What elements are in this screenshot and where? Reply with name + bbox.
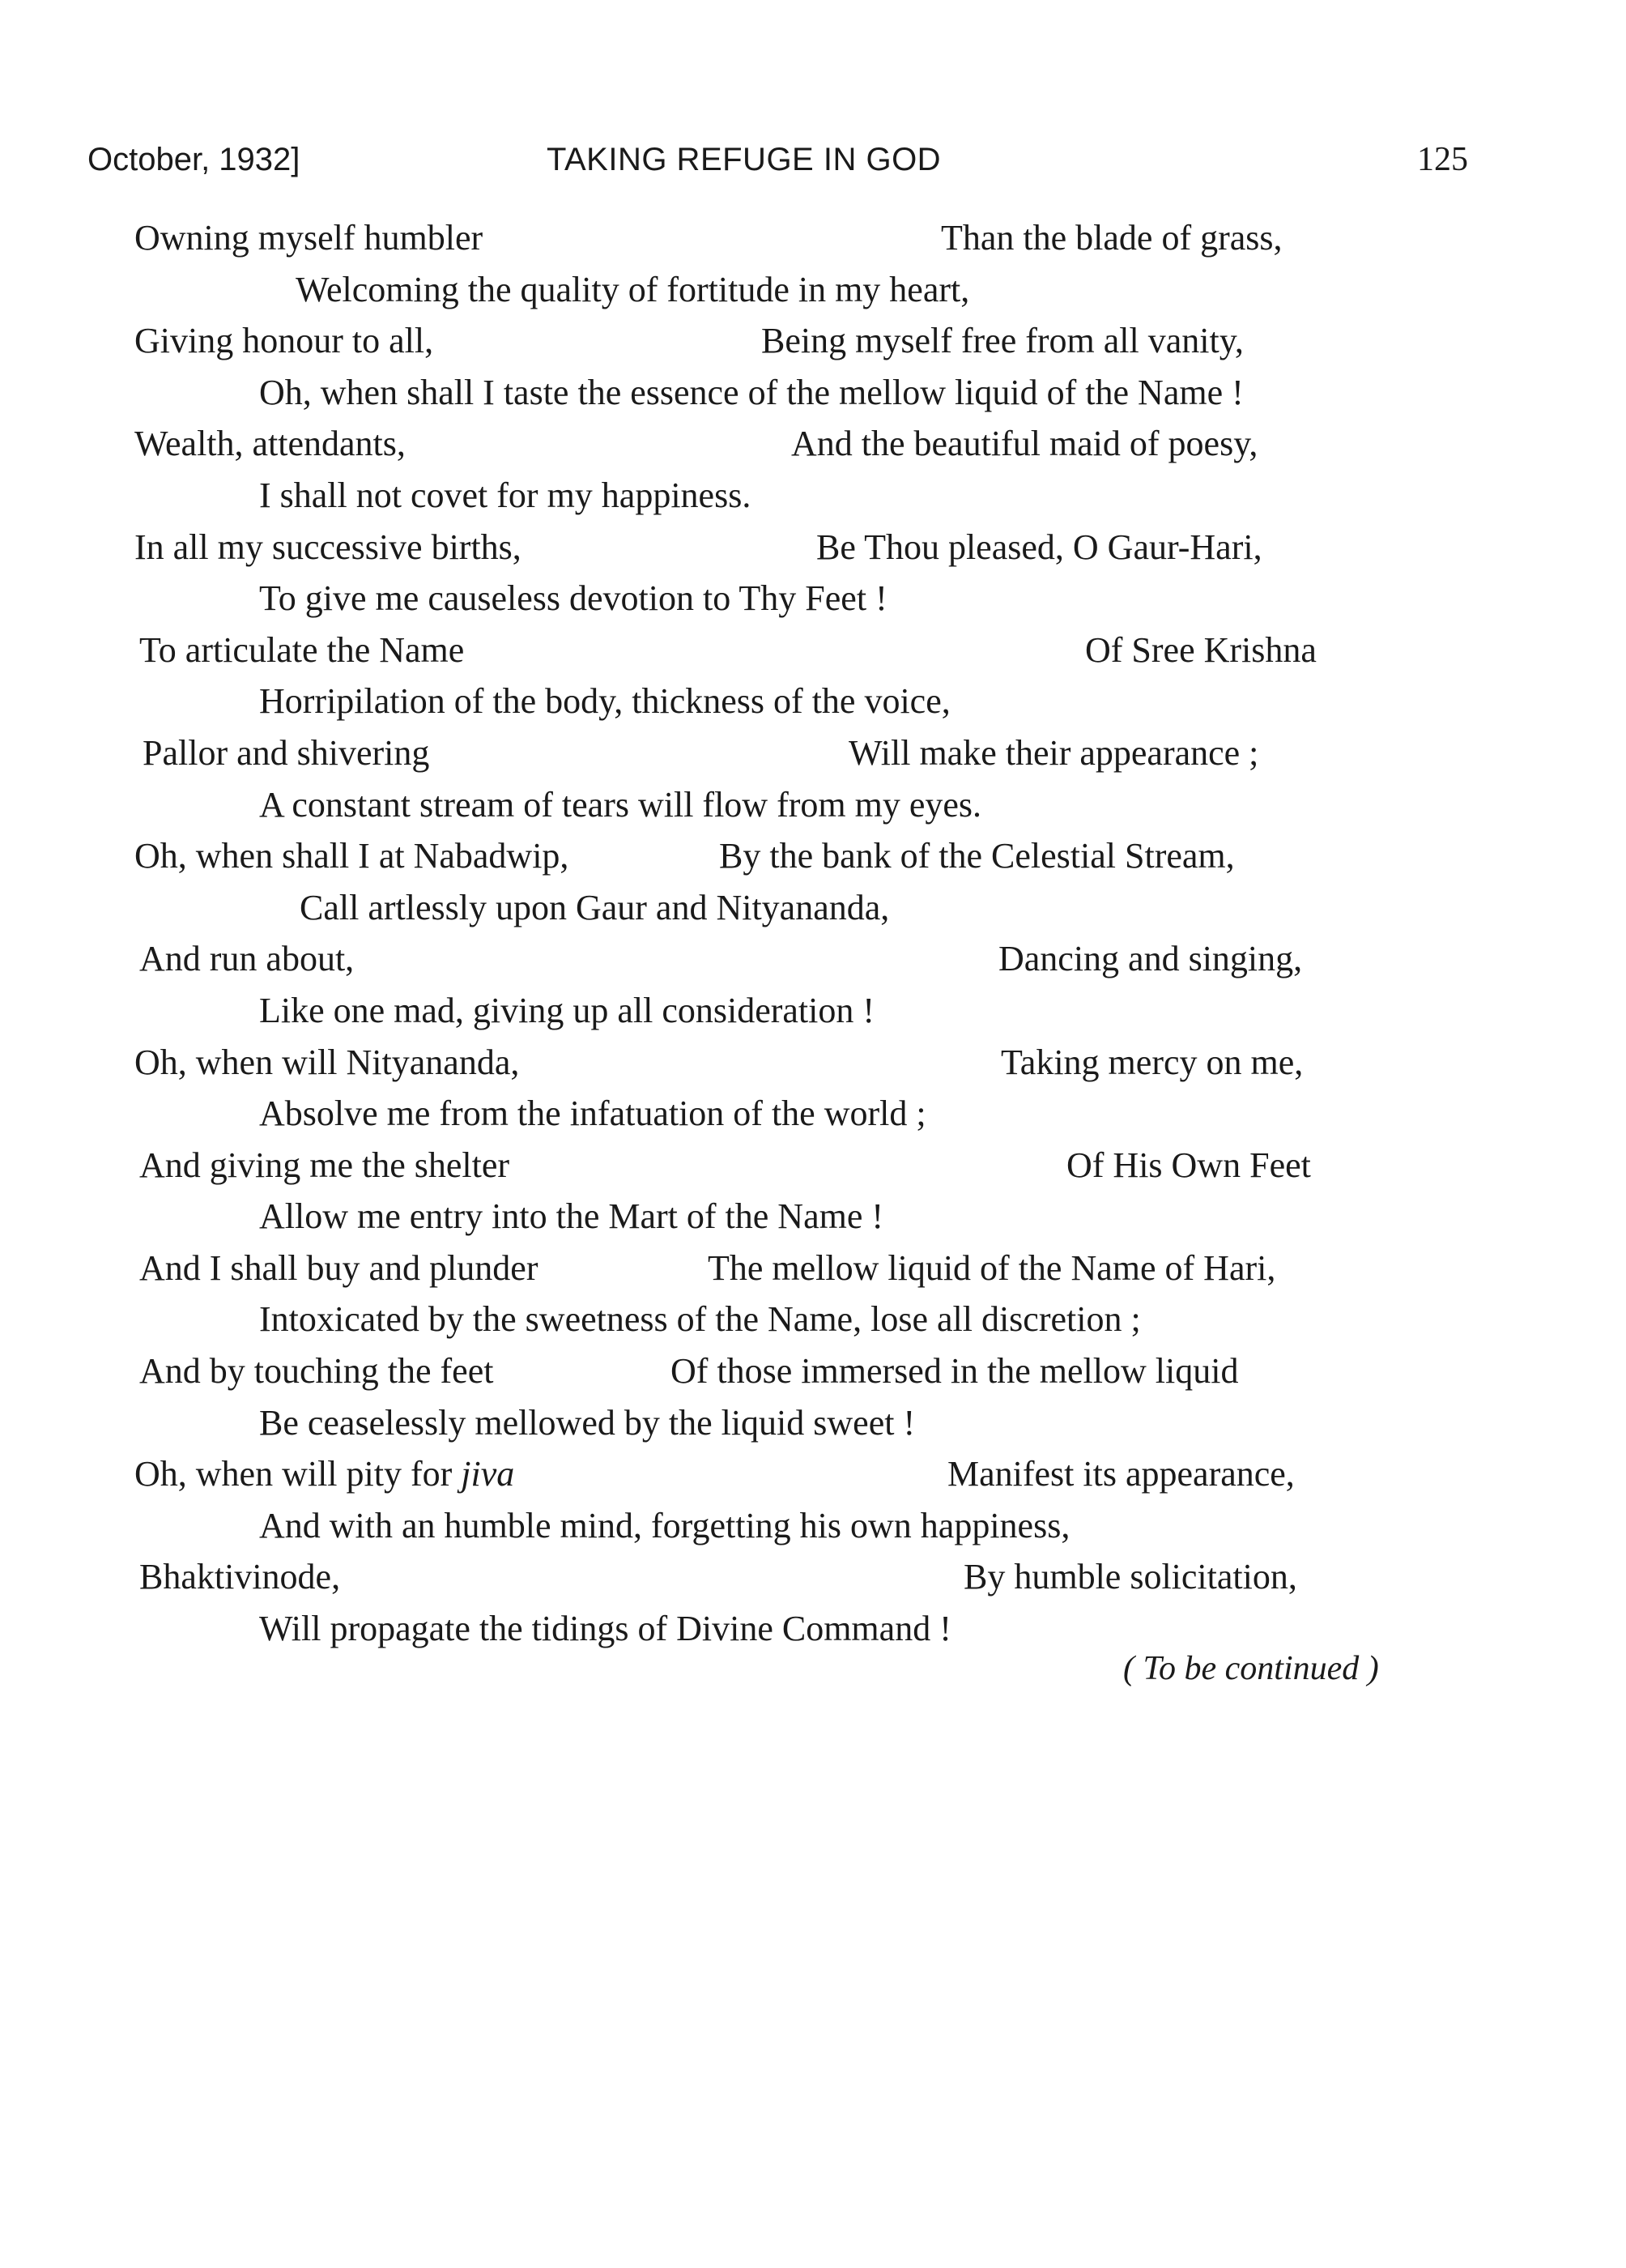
poem-line <box>0 1345 1626 1397</box>
line-indented: To give me causeless devotion to Thy Feet ! <box>259 578 887 619</box>
line-indented: And with an humble mind, forgetting his own happiness, <box>259 1505 1071 1545</box>
line-indented: Be ceaselessly mellowed by the liquid sweet ! <box>259 1402 916 1443</box>
poem-line <box>0 522 1626 573</box>
poem-line <box>0 1037 1626 1089</box>
line-second-half: Dancing and singing, <box>998 939 1303 979</box>
poem-body <box>0 212 1626 1655</box>
line-indented: Like one mad, giving up all consideration ! <box>259 990 875 1030</box>
line-first-half: And run about, <box>139 939 355 979</box>
poem-line <box>0 1294 1626 1345</box>
line-second-half: Of those immersed in the mellow liquid <box>670 1351 1239 1392</box>
line-first-half: And I shall buy and plunder <box>139 1247 538 1288</box>
line-indented: Oh, when shall I taste the essence of the mellow liquid of the Name ! <box>259 372 1244 412</box>
poem-line <box>0 779 1626 831</box>
line-second-half: Taking mercy on me, <box>1001 1042 1304 1082</box>
poem-line <box>0 727 1626 779</box>
italic-word: jiva <box>461 1454 515 1494</box>
poem-line <box>0 1397 1626 1449</box>
line-first-half: Owning myself humbler <box>134 218 483 258</box>
poem-line <box>0 1551 1626 1603</box>
poem-line <box>0 418 1626 470</box>
line-second-half: By the bank of the Celestial Stream, <box>719 836 1235 876</box>
poem-line <box>0 573 1626 625</box>
line-second-half: Be Thou pleased, O Gaur-Hari, <box>816 526 1262 567</box>
line-second-half: Than the blade of grass, <box>941 218 1283 258</box>
line-indented: Will propagate the tidings of Divine Command ! <box>259 1609 951 1649</box>
issue-date: October, 1932] <box>87 142 300 177</box>
poem-line <box>0 315 1626 367</box>
line-second-half: Being myself free from all vanity, <box>761 321 1244 361</box>
poem-line <box>0 985 1626 1037</box>
line-indented: Intoxicated by the sweetness of the Name, lose all discretion ; <box>259 1299 1141 1340</box>
poem-line <box>0 212 1626 264</box>
line-first-half: Bhaktivinode, <box>139 1557 341 1597</box>
poem-line <box>0 625 1626 676</box>
line-first-half: Oh, when shall I at Nabadwip, <box>134 836 569 876</box>
line-first-half: Wealth, attendants, <box>134 424 406 464</box>
poem-line <box>0 933 1626 985</box>
line-indented: Horripilation of the body, thickness of the voice, <box>259 681 951 722</box>
poem-line <box>0 830 1626 882</box>
line-second-half: Will make their appearance ; <box>849 732 1259 773</box>
page-number: 125 <box>1417 141 1468 178</box>
line-indented: Allow me entry into the Mart of the Name ! <box>259 1196 884 1237</box>
poem-line <box>0 470 1626 522</box>
line-indented: Welcoming the quality of fortitude in my heart, <box>296 269 970 309</box>
line-first-half <box>134 1448 514 1500</box>
line-first-half: And giving me the shelter <box>139 1145 510 1185</box>
line-first-half: Oh, when will Nityananda, <box>134 1042 520 1082</box>
line-second-half: Of His Own Feet <box>1066 1145 1311 1185</box>
continued-note: ( To be continued ) <box>1123 1650 1379 1687</box>
line-first-half: To articulate the Name <box>139 629 465 670</box>
line-indented: Absolve me from the infatuation of the world ; <box>259 1094 926 1134</box>
line-first-half: Giving honour to all, <box>134 321 434 361</box>
poem-line <box>0 1603 1626 1655</box>
line-indented: I shall not covet for my happiness. <box>259 475 751 515</box>
line-text: Oh, when will pity for <box>134 1454 453 1494</box>
line-second-half: By humble solicitation, <box>964 1557 1297 1597</box>
line-second-half: Of Sree Krishna <box>1085 629 1317 670</box>
line-first-half: In all my successive births, <box>134 526 521 567</box>
running-title: TAKING REFUGE IN GOD <box>547 142 942 177</box>
poem-line <box>0 1448 1626 1500</box>
line-first-half: And by touching the feet <box>139 1351 494 1392</box>
poem-line <box>0 264 1626 316</box>
poem-line <box>0 367 1626 419</box>
poem-line <box>0 1191 1626 1243</box>
poem-line <box>0 882 1626 934</box>
poem-line <box>0 1500 1626 1552</box>
poem-line <box>0 1243 1626 1294</box>
line-indented: A constant stream of tears will flow from my eyes. <box>259 784 982 825</box>
page-header <box>0 139 1626 188</box>
line-indented: Call artlessly upon Gaur and Nityananda, <box>300 887 890 927</box>
poem-line <box>0 1088 1626 1140</box>
poem-line <box>0 1140 1626 1192</box>
line-second-half: And the beautiful maid of poesy, <box>791 424 1258 464</box>
line-second-half: Manifest its appearance, <box>947 1454 1295 1494</box>
line-second-half: The mellow liquid of the Name of Hari, <box>708 1247 1276 1288</box>
poem-line <box>0 676 1626 727</box>
line-first-half: Pallor and shivering <box>143 732 430 773</box>
